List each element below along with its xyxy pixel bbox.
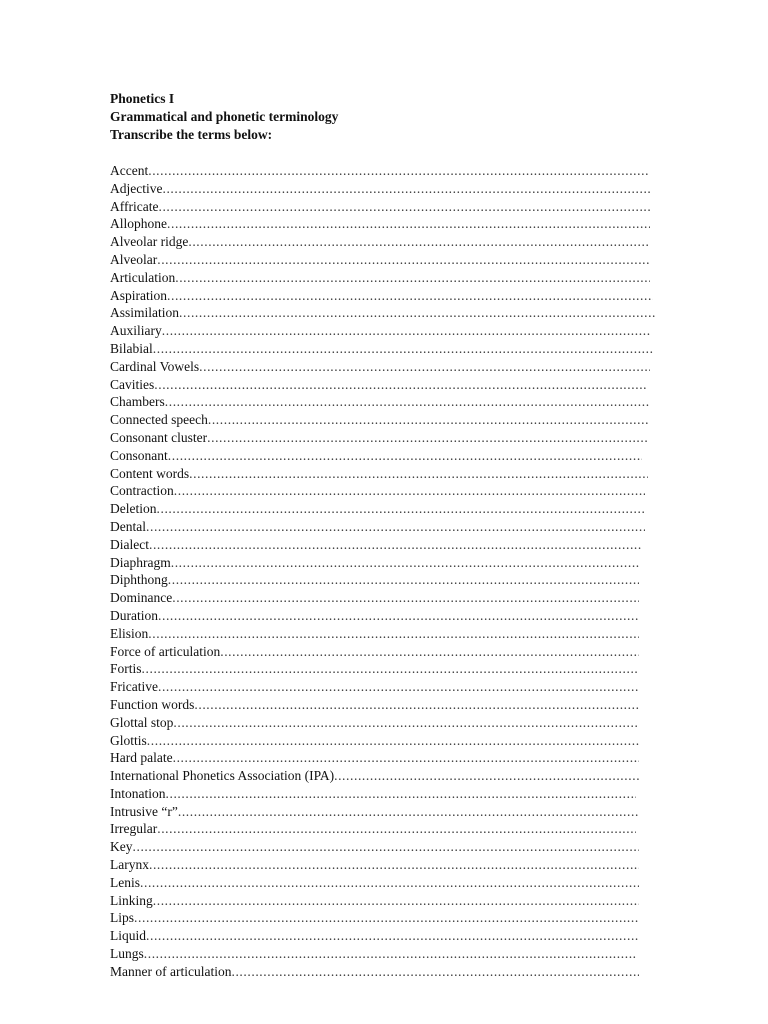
term-label: Larynx xyxy=(110,857,149,873)
list-item xyxy=(110,215,650,233)
term-label: Bilabial xyxy=(110,340,153,356)
dotted-leader xyxy=(146,927,639,945)
term-label: Alveolar ridge xyxy=(110,234,189,250)
term-label: Intonation xyxy=(110,785,166,801)
dotted-leader xyxy=(171,554,639,572)
dotted-leader xyxy=(334,767,639,785)
dotted-leader xyxy=(173,749,640,767)
list-item xyxy=(110,233,650,251)
term-label: Chambers xyxy=(110,394,165,410)
term-label: Dialect xyxy=(110,536,149,552)
dotted-leader xyxy=(167,215,650,233)
term-label: International Phonetics Association (IPA) xyxy=(110,768,335,784)
dotted-leader xyxy=(162,180,650,198)
dotted-leader xyxy=(173,714,639,732)
list-item xyxy=(110,856,639,874)
dotted-leader xyxy=(140,874,639,892)
list-item xyxy=(110,803,639,821)
dotted-leader xyxy=(188,233,650,251)
list-item xyxy=(110,429,648,447)
dotted-leader xyxy=(147,732,639,750)
list-item xyxy=(110,251,650,269)
term-label: Hard palate xyxy=(110,750,173,766)
dotted-leader xyxy=(154,376,647,394)
term-label: Auxiliary xyxy=(110,323,162,339)
list-item xyxy=(110,945,636,963)
term-label: Connected speech xyxy=(110,412,208,428)
dotted-leader xyxy=(162,322,651,340)
dotted-leader xyxy=(168,571,639,589)
term-label: Intrusive “r” xyxy=(110,803,178,819)
list-item xyxy=(110,269,650,287)
dotted-leader xyxy=(142,660,640,678)
term-label: Function words xyxy=(110,696,195,712)
dotted-leader xyxy=(172,589,639,607)
dotted-leader xyxy=(175,269,650,287)
dotted-leader xyxy=(207,429,647,447)
list-item xyxy=(110,180,650,198)
list-item xyxy=(110,732,639,750)
terms-list xyxy=(110,162,670,981)
term-label: Linking xyxy=(110,892,153,908)
dotted-leader xyxy=(158,607,639,625)
dotted-leader xyxy=(144,945,637,963)
dotted-leader xyxy=(158,678,639,696)
term-label: Fortis xyxy=(110,661,142,677)
dotted-leader xyxy=(157,820,636,838)
list-item xyxy=(110,393,650,411)
dotted-leader xyxy=(178,803,639,821)
dotted-leader xyxy=(199,358,650,376)
term-label: Aspiration xyxy=(110,287,167,303)
dotted-leader xyxy=(166,785,637,803)
term-label: Dominance xyxy=(110,590,173,606)
list-item xyxy=(110,874,639,892)
dotted-leader xyxy=(158,198,650,216)
dotted-leader xyxy=(168,447,642,465)
list-item xyxy=(110,696,639,714)
document-page xyxy=(110,90,670,981)
list-item xyxy=(110,909,639,927)
list-item xyxy=(110,304,656,322)
list-item xyxy=(110,162,650,180)
term-label: Key xyxy=(110,839,133,855)
list-item xyxy=(110,785,636,803)
term-label: Liquid xyxy=(110,928,146,944)
term-label: Diaphragm xyxy=(110,554,171,570)
dotted-leader xyxy=(231,963,639,981)
term-label: Assimilation xyxy=(110,305,180,321)
term-label: Articulation xyxy=(110,269,176,285)
list-item xyxy=(110,927,639,945)
list-item xyxy=(110,714,639,732)
term-label: Cardinal Vowels xyxy=(110,358,200,374)
term-label: Elision xyxy=(110,625,149,641)
list-item xyxy=(110,340,653,358)
term-label: Allophone xyxy=(110,216,167,232)
term-label: Consonant cluster xyxy=(110,429,208,445)
list-item xyxy=(110,447,642,465)
list-item xyxy=(110,589,639,607)
term-label: Contraction xyxy=(110,483,174,499)
term-label: Accent xyxy=(110,163,149,178)
term-label: Lips xyxy=(110,910,135,926)
term-label: Alveolar xyxy=(110,251,158,267)
dotted-leader xyxy=(220,643,639,661)
list-item xyxy=(110,820,636,838)
term-label: Cavities xyxy=(110,376,155,392)
list-item xyxy=(110,892,639,910)
dotted-leader xyxy=(148,625,639,643)
term-label: Affricate xyxy=(110,198,159,214)
list-item xyxy=(110,554,639,572)
term-label: Lungs xyxy=(110,946,144,962)
document-instruction: Transcribe the terms below: xyxy=(110,127,273,142)
list-item xyxy=(110,571,639,589)
list-item xyxy=(110,198,650,216)
dotted-leader xyxy=(174,482,645,500)
term-label: Glottis xyxy=(110,732,147,748)
term-label: Deletion xyxy=(110,501,157,517)
dotted-leader xyxy=(194,696,639,714)
dotted-leader xyxy=(153,340,653,358)
dotted-leader xyxy=(134,909,639,927)
list-item xyxy=(110,482,645,500)
list-item xyxy=(110,500,645,518)
term-label: Force of articulation xyxy=(110,643,221,659)
list-item xyxy=(110,358,650,376)
dotted-leader xyxy=(208,411,648,429)
list-item xyxy=(110,322,650,340)
term-label: Fricative xyxy=(110,679,158,695)
term-label: Glottal stop xyxy=(110,714,174,730)
document-subtitle: Grammatical and phonetic terminology xyxy=(110,109,339,124)
list-item xyxy=(110,465,648,483)
list-item xyxy=(110,625,639,643)
term-label: Dental xyxy=(110,518,146,534)
term-label: Content words xyxy=(110,465,190,481)
dotted-leader xyxy=(157,500,645,518)
dotted-leader xyxy=(153,892,639,910)
term-label: Irregular xyxy=(110,821,158,837)
list-item xyxy=(110,287,653,305)
dotted-leader xyxy=(157,251,650,269)
list-item xyxy=(110,838,639,856)
dotted-leader xyxy=(167,287,653,305)
dotted-leader xyxy=(179,304,656,322)
dotted-leader xyxy=(165,393,651,411)
term-label: Duration xyxy=(110,607,158,623)
term-label: Consonant xyxy=(110,447,168,463)
list-item xyxy=(110,767,639,785)
list-item xyxy=(110,643,639,661)
dotted-leader xyxy=(149,856,639,874)
list-item xyxy=(110,518,645,536)
list-item xyxy=(110,660,639,678)
term-label: Diphthong xyxy=(110,572,168,588)
list-item xyxy=(110,376,648,394)
term-label: Manner of articulation xyxy=(110,963,232,979)
list-item xyxy=(110,749,639,767)
dotted-leader xyxy=(149,536,642,554)
list-item xyxy=(110,411,648,429)
list-item xyxy=(110,678,639,696)
dotted-leader xyxy=(133,838,640,856)
document-title: Phonetics I xyxy=(110,91,175,106)
list-item xyxy=(110,607,639,625)
term-label: Lenis xyxy=(110,874,140,890)
dotted-leader xyxy=(148,162,650,180)
list-item xyxy=(110,963,639,981)
dotted-leader xyxy=(146,518,645,536)
dotted-leader xyxy=(189,465,647,483)
list-item xyxy=(110,536,642,554)
term-label: Adjective xyxy=(110,180,163,196)
